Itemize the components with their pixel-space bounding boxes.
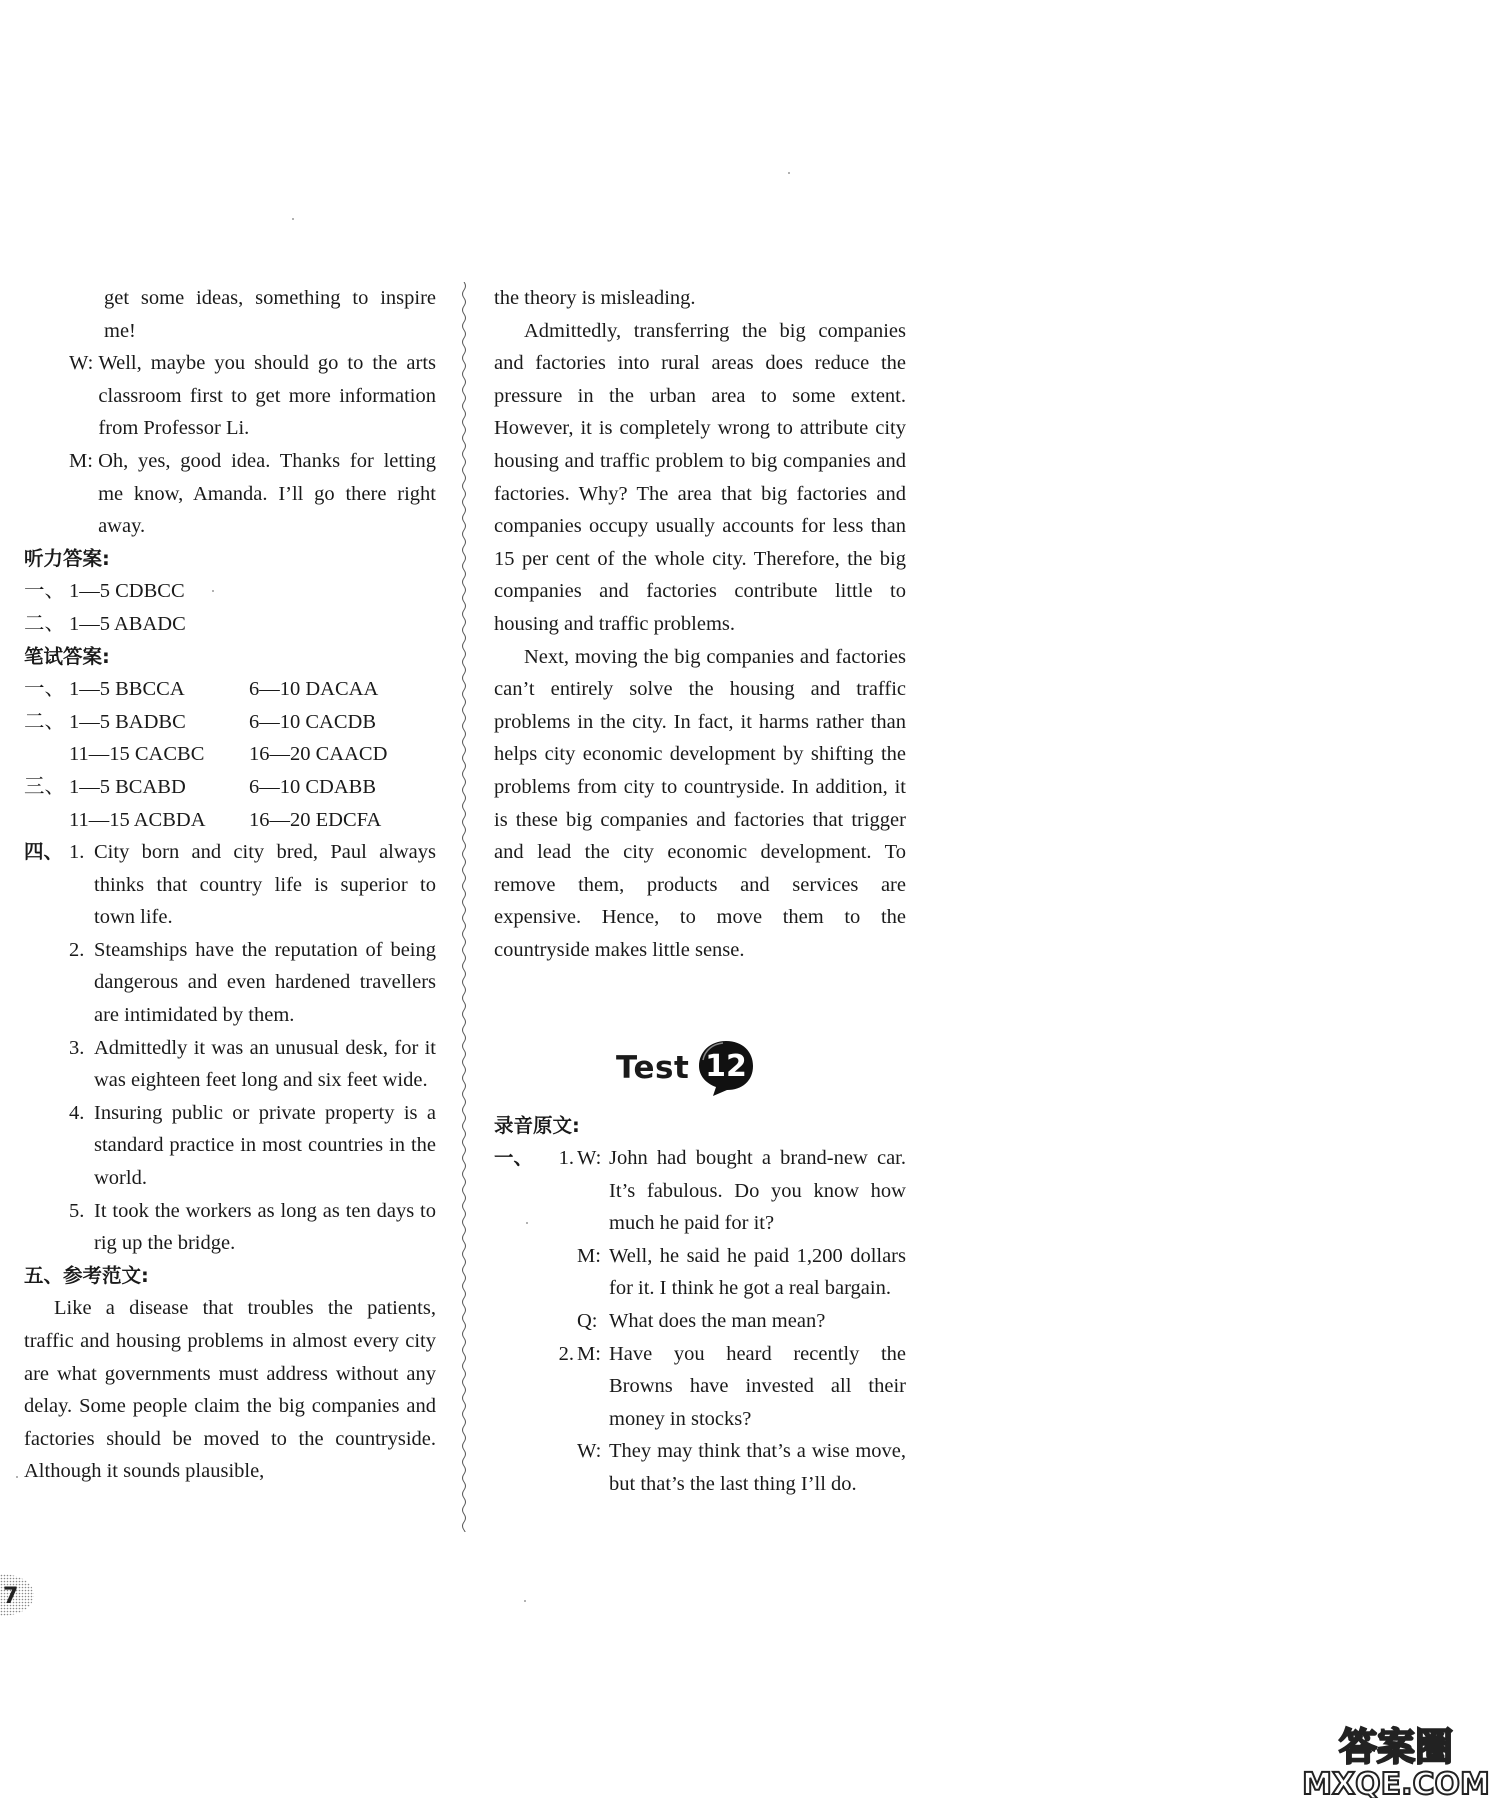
- item-text: It took the workers as long as ten days to rig up the bridge.: [94, 1199, 436, 1255]
- transcript-text: John had bought a brand-new car. It’s fabulous. Do you know how much he paid for it?: [609, 1147, 906, 1235]
- right-column: [494, 282, 906, 966]
- answer-a: 1—5 BCABD: [69, 775, 186, 798]
- transcript-line: [494, 1305, 906, 1338]
- answer-row: [24, 738, 436, 771]
- site-watermark-logo: [1302, 1720, 1490, 1798]
- translation-item: [24, 836, 436, 934]
- item-number: [546, 1305, 577, 1338]
- page-number-tab: [0, 1574, 34, 1616]
- translation-item: [24, 934, 436, 1032]
- essay-paragraph: Admittedly, transferring the big companies and factories into rural areas does reduce the pressure in the urban area to some extent. However, it is completely wrong to attribute city housing and traffic problem to big companies and factories. Why? The area that big factories and companies occupy usually accounts for less than 15 per cent of the whole city. Therefore, the big companies and factories contribute little to housing and traffic problems.: [494, 319, 906, 635]
- answer-prefix: 二、: [24, 612, 65, 635]
- model-essay-heading: 五、参考范文:: [24, 1263, 149, 1287]
- recording-transcript-heading: 录音原文:: [494, 1114, 580, 1137]
- dialog-text: Well, maybe you should go to the arts classroom first to get more information from Professor Li.: [98, 352, 436, 440]
- answer-b: 6—10 DACAA: [249, 678, 379, 701]
- speaker-label: M:: [577, 1342, 601, 1365]
- answer-a: 11—15 CACBC: [69, 743, 205, 766]
- left-column: [24, 282, 436, 1488]
- item-number: 4.: [69, 1101, 85, 1124]
- speaker-label: M:: [577, 1244, 601, 1267]
- section-four-prefix: 四、: [24, 840, 64, 864]
- answer-b: 16—20 EDCFA: [249, 808, 382, 831]
- translation-item: [24, 1097, 436, 1195]
- watermark-bottom: MXQE.COM: [1302, 1767, 1490, 1798]
- speaker-label: Q:: [577, 1309, 598, 1332]
- column-divider: [458, 282, 470, 1532]
- answer-prefix: 三、: [24, 775, 65, 798]
- section-prefix: 一、: [494, 1146, 534, 1169]
- listening-answers-heading: 听力答案:: [24, 546, 110, 570]
- transcript-text: What does the man mean?: [609, 1309, 826, 1332]
- transcript-line: [494, 1240, 906, 1305]
- scan-speck: [292, 218, 294, 220]
- dialog-text: get some ideas, something to inspire me!: [104, 287, 436, 342]
- translation-item: [24, 1032, 436, 1097]
- answer-row: [24, 771, 436, 804]
- page-number: 7: [3, 1584, 19, 1609]
- item-text: Steamships have the reputation of being dangerous and even hardened travellers are intimidated by them.: [94, 938, 436, 1027]
- answer-prefix: 一、: [24, 580, 65, 603]
- test-heading: [616, 1038, 757, 1098]
- essay-paragraph: the theory is misleading.: [494, 287, 696, 309]
- item-number: 5.: [69, 1199, 85, 1222]
- answer-a: 1—5 ABADC: [69, 612, 186, 635]
- item-number: 3.: [69, 1036, 85, 1059]
- answer-prefix: 二、: [24, 710, 65, 733]
- recording-transcript: [494, 1142, 906, 1501]
- answer-b: 16—20 CAACD: [249, 743, 388, 766]
- item-number: [546, 1435, 577, 1500]
- answer-b: 6—10 CACDB: [249, 710, 377, 733]
- answer-prefix: [24, 738, 69, 771]
- scan-speck: [524, 1600, 526, 1602]
- answer-b: 6—10 CDABB: [249, 775, 377, 798]
- essay-paragraph: Next, moving the big companies and factories can’t entirely solve the housing and traffic problems in the city. In fact, it harms rather than helps city economic development by shifting the problems from city to countryside. In addition, it is these big companies and factories that trigger and lead the city economic development. To remove them, products and services are expensive. Hence, to move them to the countryside makes little sense.: [494, 645, 906, 961]
- transcript-line: [494, 1142, 906, 1240]
- test-label: Test: [616, 1050, 690, 1086]
- transcript-text: They may think that’s a wise move, but that’s the last thing I’ll do.: [609, 1440, 906, 1495]
- answer-prefix: [24, 804, 69, 837]
- dialog-speaker: M:: [69, 449, 99, 472]
- scan-speck: [212, 590, 214, 592]
- answer-prefix: 一、: [24, 678, 65, 701]
- item-number: 2.: [69, 938, 85, 961]
- answer-a: 1—5 CDBCC: [69, 580, 185, 603]
- written-answers-heading: 笔试答案:: [24, 644, 110, 668]
- answer-row: [24, 706, 436, 739]
- essay-paragraph: Like a disease that troubles the patients, traffic and housing problems in almost every city are what governments must address without any delay. Some people claim the big companies and factories should be moved to the countryside. Although it sounds plausible,: [24, 1297, 436, 1483]
- dialog-line: [24, 282, 436, 347]
- scan-speck: [526, 1222, 528, 1224]
- item-text: Insuring public or private property is a standard practice in most countries in the world.: [94, 1101, 436, 1190]
- dialog-line: [24, 347, 436, 445]
- answer-row: [24, 673, 436, 706]
- transcript-text: Have you heard recently the Browns have invested all their money in stocks?: [609, 1342, 906, 1430]
- dialog-line: [24, 445, 436, 543]
- watermark-top: 答案圈: [1338, 1725, 1454, 1769]
- answer-a: 1—5 BADBC: [69, 710, 186, 733]
- scan-speck: [788, 172, 790, 174]
- speaker-label: W:: [577, 1147, 602, 1169]
- answer-row: [24, 575, 436, 608]
- transcript-text: Well, he said he paid 1,200 dollars for it. I think he got a real bargain.: [609, 1244, 906, 1300]
- scan-speck: [16, 1476, 18, 1478]
- dialog-speaker: W:: [69, 352, 99, 375]
- item-number: [546, 1240, 577, 1305]
- translation-item: [24, 1195, 436, 1260]
- test-number-badge: [695, 1038, 757, 1098]
- answer-a: 11—15 ACBDA: [69, 808, 206, 831]
- dialog-text: Oh, yes, good idea. Thanks for letting me know, Amanda. I’ll go there right away.: [98, 449, 436, 538]
- item-text: Admittedly it was an unusual desk, for it was eighteen feet long and six feet wide.: [94, 1036, 436, 1092]
- answer-a: 1—5 BBCCA: [69, 678, 185, 701]
- item-number: 2.: [558, 1342, 574, 1365]
- transcript-line: [494, 1338, 906, 1436]
- item-number: 1.: [558, 1147, 574, 1169]
- transcript-line: [494, 1435, 906, 1500]
- item-number: 1.: [69, 841, 85, 864]
- test-number: 12: [705, 1049, 748, 1084]
- item-text: City born and city bred, Paul always thinks that country life is superior to town life.: [94, 841, 436, 929]
- answer-row: [24, 804, 436, 837]
- speaker-label: W:: [577, 1440, 602, 1463]
- answer-row: [24, 608, 436, 641]
